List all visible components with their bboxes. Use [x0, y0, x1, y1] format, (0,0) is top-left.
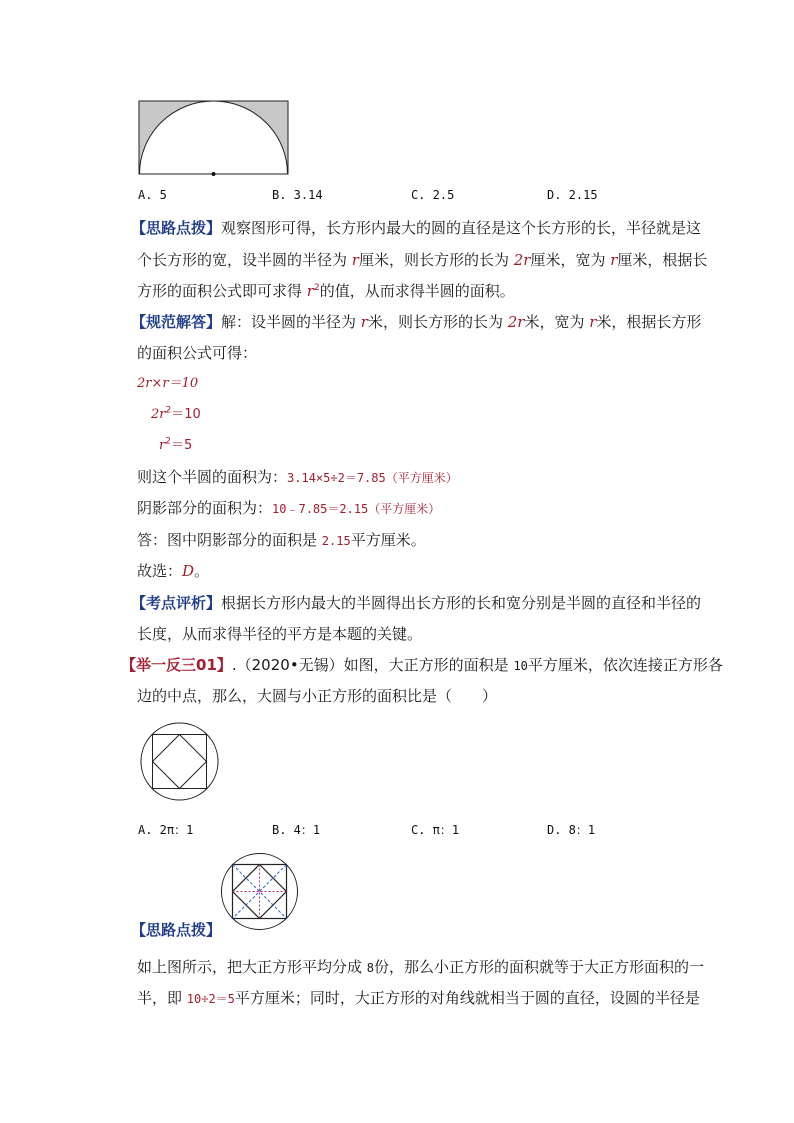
- hint-tag: 【思路点拨】: [131, 921, 222, 939]
- q1-option-c: C. 2.5: [411, 188, 455, 202]
- q2-stem-line-2: 边的中点，那么，大圆与小正方形的面积比是（ ）: [137, 687, 498, 705]
- q2-stem-line-1: [121, 655, 723, 676]
- q1-evaluation-line-1: [131, 593, 701, 613]
- q2-hint-line-1: [137, 957, 704, 978]
- q1-option-a: A. 5: [138, 188, 167, 202]
- hint-text: 厘米，则长方形的长为: [358, 251, 514, 269]
- solution-tag: 【规范解答】: [131, 313, 222, 331]
- math-value: 2.15: [321, 534, 351, 548]
- solution-text: 则这个半圆的面积为：: [137, 468, 288, 486]
- math-expression: 10﹣7.85＝2.15（平方厘米）: [272, 502, 441, 516]
- q2-option-a: A. 2π：1: [138, 823, 194, 837]
- solution-text: 故选：: [137, 562, 183, 580]
- hint-text: 如上图所示，把大正方形平均分成: [137, 958, 367, 976]
- semicircle-area-line: [137, 467, 458, 488]
- hint-tag: 【思路点拨】: [131, 219, 222, 237]
- solution-text: 阴影部分的面积为：: [137, 499, 273, 517]
- semicircle-rectangle-figure: [138, 100, 290, 177]
- math-var: 2r: [151, 407, 166, 422]
- math-var: 2r: [507, 313, 525, 331]
- math-var: r: [360, 313, 368, 331]
- q2-text: 平方厘米，依次连接正方形各: [527, 656, 723, 674]
- circle-squares-figure: [140, 722, 220, 802]
- q2-option-c: C. π：1: [411, 823, 460, 837]
- answer-line: [137, 530, 426, 551]
- q1-solution-line-1: [131, 312, 701, 332]
- math-expression: 10÷2＝5: [186, 992, 235, 1006]
- math-var: r: [589, 313, 597, 331]
- math-value: D: [182, 562, 195, 580]
- solution-text: 解：设半圆的半径为: [221, 313, 361, 331]
- hint-text: 份，那么小正方形的面积就等于大正方形面积的一: [374, 958, 705, 976]
- math-var: r: [610, 251, 618, 269]
- divided-square-figure: [221, 853, 301, 933]
- solution-text: 米，根据长方形: [596, 313, 702, 331]
- hint-text: 半，即: [137, 989, 187, 1007]
- q1-evaluation-line-2: 长度，从而求得半径的平方是本题的关键。: [137, 625, 423, 643]
- q2-option-d: D. 8：1: [547, 823, 596, 837]
- math-value: ＝10: [171, 407, 201, 422]
- equation-3: [159, 436, 192, 456]
- math-exponent: 2: [313, 283, 320, 293]
- q2-tag: 【举一反三01】: [121, 656, 232, 674]
- math-value: ＝5: [170, 438, 193, 453]
- q2-hint-line-2: [137, 988, 700, 1009]
- hint-text: 方形的面积公式即可求得: [137, 282, 307, 300]
- solution-text: 米，宽为: [524, 313, 590, 331]
- math-exponent: 2: [165, 436, 171, 447]
- q2-text: .（2020•无锡）如图，大正方形的面积是: [231, 656, 514, 674]
- hint-text: 观察图形可得，长方形内最大的圆的直径是这个长方形的长，半径就是这: [221, 219, 702, 237]
- solution-text: 。: [194, 562, 210, 580]
- hint-text: 平方厘米；同时，大正方形的对角线就相当于圆的直径，设圆的半径是: [234, 989, 700, 1007]
- q2-hint-tag: [131, 920, 221, 940]
- equation-1: 2r×r＝10: [137, 376, 199, 391]
- hint-text: 个长方形的宽，设半圆的半径为: [137, 251, 352, 269]
- math-exponent: 2: [165, 405, 172, 416]
- hint-text: 厘米，宽为: [530, 251, 611, 269]
- q1-option-b: B. 3.14: [272, 188, 323, 202]
- equation-2: [151, 405, 201, 425]
- math-var: 2r: [513, 251, 531, 269]
- evaluation-text: 根据长方形内最大的半圆得出长方形的长和宽分别是半圆的直径和半径的: [221, 594, 702, 612]
- solution-text: 答：图中阴影部分的面积是: [137, 531, 322, 549]
- math-var: r: [351, 251, 359, 269]
- solution-text: 平方厘米。: [350, 531, 426, 549]
- math-expression: 3.14×5÷2＝7.85（平方厘米）: [287, 471, 458, 485]
- q1-hint-line-1: [131, 218, 701, 238]
- math-var: r: [306, 282, 314, 300]
- solution-text: 米，则长方形的长为: [367, 313, 508, 331]
- hint-text: 厘米，根据长: [617, 251, 708, 269]
- math-value: 8: [366, 961, 375, 975]
- math-value: 10: [513, 659, 528, 673]
- q1-hint-line-3: [137, 281, 515, 301]
- evaluation-tag: 【考点评析】: [131, 594, 222, 612]
- q1-solution-line-2: 的面积公式可得：: [137, 344, 258, 362]
- q1-hint-line-2: [137, 250, 707, 270]
- q1-option-d: D. 2.15: [547, 188, 598, 202]
- math-var: r: [159, 438, 166, 453]
- q2-option-b: B. 4：1: [272, 823, 321, 837]
- hint-text: 的值，从而求得半圆的面积。: [319, 282, 515, 300]
- shaded-area-line: [137, 498, 440, 519]
- choose-line: [137, 561, 209, 581]
